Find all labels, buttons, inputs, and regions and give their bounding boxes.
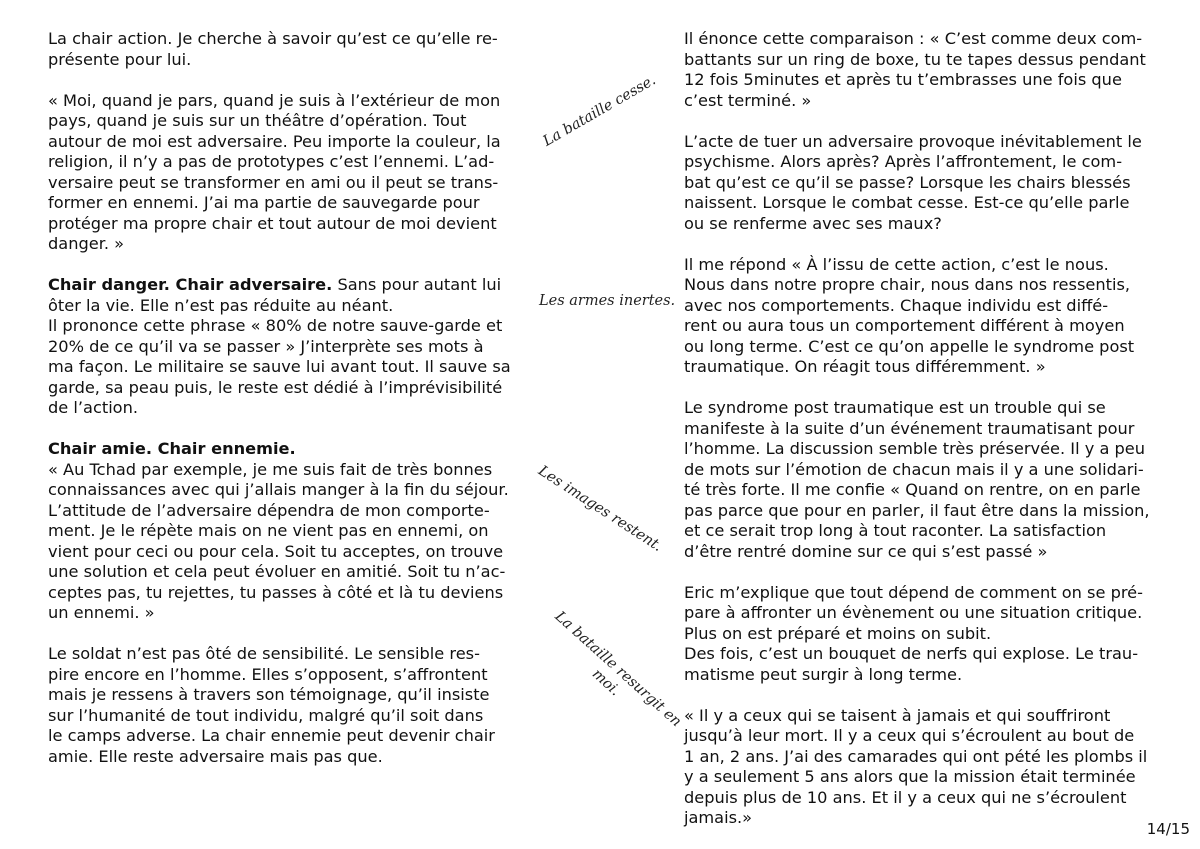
left-column bbox=[48, 29, 538, 788]
margin-note: La bataille resurgit en moi. bbox=[551, 608, 685, 731]
paragraph: Il énonce cette comparaison : « C’est comme deux com- battants sur un ring de boxe, tu te tapes dessus pendant 12 fois 5minutes et après tu t’embrasses une fois que c’est terminé. » bbox=[684, 29, 1146, 110]
paragraph: Le syndrome post traumatique est un trouble qui se manifeste à la suite d’un événement traumatisant pour l’homme. La discussion semble très préservée. Il y a peu de mots sur l’émotion de chacun mais il y a une solidari- té très forte. Il me confie « Quand on rentre, on en parle pas parce que pour en parler, il faut être dans la mission, et ce serait trop long à tout raconter. La satisfaction d’être rentré domine sur ce qui s’est passé » bbox=[684, 398, 1150, 561]
paragraph-heading: Chair amie. Chair ennemie. bbox=[48, 439, 296, 458]
paragraph: Le soldat n’est pas ôté de sensibilité. Le sensible res- pire encore en l’homme. Elles s’opposent, s’affrontent mais je ressens à travers son témoignage, qu’il insiste sur l’humanité de tout individu, malgré qu’il soit dans le camps adverse. La chair ennemie peut devenir chair amie. Elle reste adversaire mais pas que. bbox=[48, 644, 495, 766]
margin-note: La bataille cesse. bbox=[540, 72, 659, 150]
paragraph: L’acte de tuer un adversaire provoque inévitablement le psychisme. Alors après? Après l’affrontement, le com- bat qu’est ce qu’il se passe? Lorsque les chairs blessés naissent. Lorsque le combat cesse. Est-ce qu’elle parle ou se renferme avec ses maux? bbox=[684, 131, 1142, 233]
paragraph: « Il y a ceux qui se taisent à jamais et qui souffriront jusqu’à leur mort. Il y a ceux qui s’écroulent au bout de 1 an, 2 ans. J’ai des camarades qui ont pété les plombs il y a seulement 5 ans alors que la mission était terminée depuis plus de 10 ans. Et il y a ceux qui ne s’écroulent jamais.» bbox=[684, 705, 1148, 827]
paragraph: Eric m’explique que tout dépend de comment on se pré- pare à affronter un évènement ou une situation critique. Plus on est préparé et moins on subit. Des fois, c’est un bouquet de nerfs qui explose. Le trau- matisme peut surgir à long terme. bbox=[684, 582, 1143, 684]
paragraph: Il me répond « À l’issu de cette action, c’est le nous. Nous dans notre propre chair, nous dans nos ressentis, avec nos comportements. Chaque individu est diffé- rent ou aura tous un comportement différent à moyen ou long terme. C’est ce qu’on appelle le syndrome post traumatique. On réagit tous différemment. » bbox=[684, 254, 1135, 376]
paragraph-body: « Au Tchad par exemple, je me suis fait de très bonnes connaissances avec qui j’allais manger à la fin du séjour. L’attitude de l’adversaire dépendra de mon comporte- ment. Je le répète mais on ne vient pas en ennemi, on vient pour ceci ou pour cela. Soit tu acceptes, on trouve une solution et cela peut évoluer en amitié. Soit tu n’ac- ceptes pas, tu rejettes, tu passes à côté et là tu deviens un ennemi. » bbox=[48, 459, 509, 622]
paragraph: La chair action. Je cherche à savoir qu’est ce qu’elle re- présente pour lui. bbox=[48, 29, 498, 69]
paragraph-body: Sans pour autant lui ôter la vie. Elle n’est pas réduite au néant. Il prononce cette phrase « 80% de notre sauve-garde et 20% de ce qu’il va se passer » J’interprète ses mots à ma façon. Le militaire se sauve lui avant tout. Il sauve sa garde, sa peau puis, le reste est dédié à l’imprévisibilité de l’action. bbox=[48, 275, 511, 417]
paragraph bbox=[48, 439, 538, 624]
page-number: 14/15 bbox=[1146, 820, 1190, 838]
paragraph: « Moi, quand je pars, quand je suis à l’extérieur de mon pays, quand je suis sur un théâtre d’opération. Tout autour de moi est adversaire. Peu importe la couleur, la religion, il n’y a pas de prototypes c’est l’ennemi. L’ad- versaire peut se transformer en ami ou il peut se trans- former en ennemi. J’ai ma partie de sauvegarde pour protéger ma propre chair et tout autour de moi devient danger. » bbox=[48, 90, 501, 253]
paragraph-heading: Chair danger. Chair adversaire. bbox=[48, 275, 333, 294]
right-column bbox=[684, 29, 1174, 849]
paragraph bbox=[48, 275, 538, 419]
margin-note: Les images restent. bbox=[535, 462, 666, 556]
margin-note: Les armes inertes. bbox=[539, 293, 676, 309]
